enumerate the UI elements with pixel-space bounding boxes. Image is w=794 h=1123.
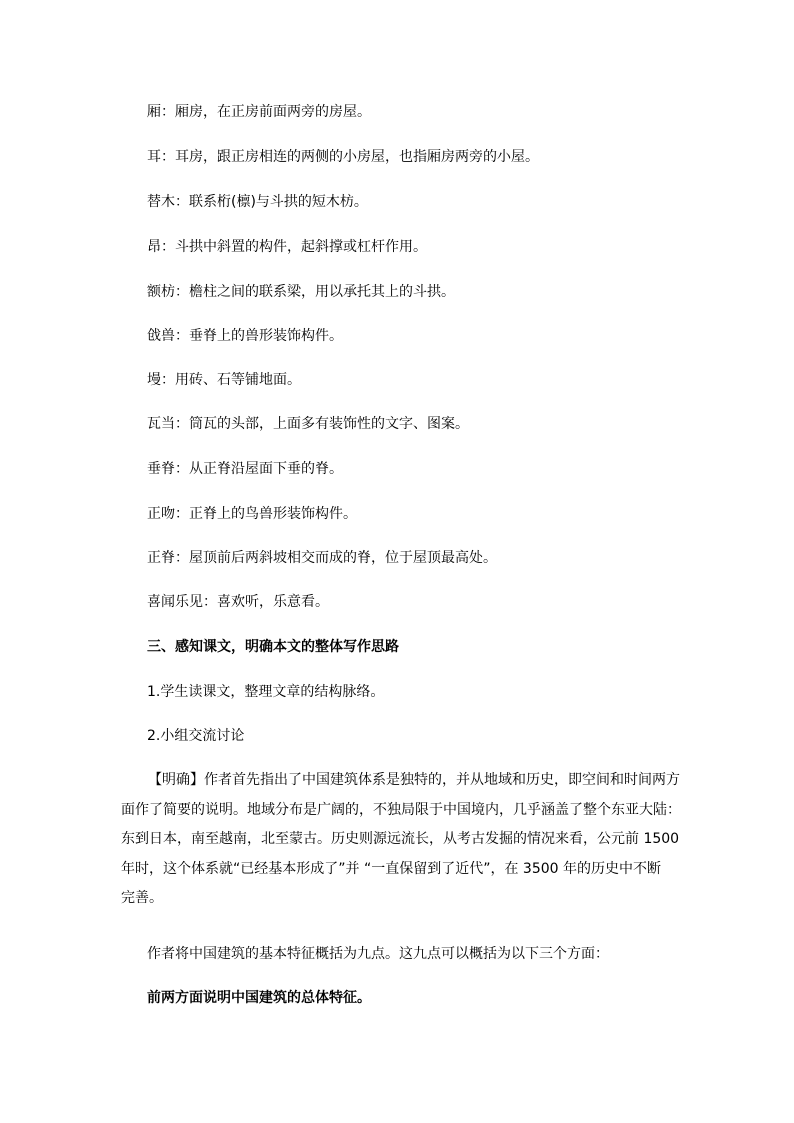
clarify-line: 面作了简要的说明。地域分布是广阔的，不独局限于中国境内，几乎涵盖了整个东亚大陆：	[121, 801, 681, 818]
glossary-item: 正脊：屋顶前后两斜坡相交而成的脊，位于屋顶最高处。	[147, 550, 497, 566]
summary-intro: 作者将中国建筑的基本特征概括为九点。这九点可以概括为以下三个方面：	[147, 946, 609, 962]
section-heading: 三、感知课文，明确本文的整体写作思路	[147, 639, 399, 655]
glossary-item: 戗兽：垂脊上的兽形装饰构件。	[147, 328, 343, 344]
clarify-line: 完善。	[121, 890, 163, 906]
glossary-item: 瓦当：筒瓦的头部，上面多有装饰性的文字、图案。	[147, 416, 469, 432]
glossary-item: 墁：用砖、石等铺地面。	[147, 372, 301, 388]
glossary-item: 厢：厢房，在正房前面两旁的房屋。	[147, 104, 371, 120]
glossary-item: 垂脊：从正脊沿屋面下垂的脊。	[147, 461, 343, 477]
summary-bold-line: 前两方面说明中国建筑的总体特征。	[147, 990, 371, 1006]
glossary-item: 正吻：正脊上的鸟兽形装饰构件。	[147, 506, 357, 522]
glossary-item: 喜闻乐见：喜欢听，乐意看。	[147, 594, 329, 610]
step-item: 2.小组交流讨论	[147, 728, 245, 744]
glossary-item: 额枋：檐柱之间的联系梁，用以承托其上的斗拱。	[147, 284, 455, 300]
clarify-line: 【明确】作者首先指出了中国建筑体系是独特的，并从地域和历史，即空间和时间两方	[148, 772, 680, 788]
step-item: 1.学生读课文，整理文章的结构脉络。	[147, 684, 385, 700]
glossary-item: 耳：耳房，跟正房相连的两侧的小房屋，也指厢房两旁的小屋。	[147, 149, 539, 165]
clarify-line: 年时，这个体系就“已经基本形成了”并 “一直保留到了近代”，在 3500 年的历史中不断	[121, 860, 661, 877]
clarify-line: 东到日本，南至越南，北至蒙古。历史则源远流长，从考古发掘的情况来看，公元前 1500	[121, 831, 680, 847]
clarify-paragraph	[121, 766, 681, 914]
glossary-item: 替木：联系桁(檩)与斗拱的短木枋。	[147, 194, 368, 210]
glossary-item: 昂：斗拱中斜置的构件，起斜撑或杠杆作用。	[147, 239, 427, 255]
